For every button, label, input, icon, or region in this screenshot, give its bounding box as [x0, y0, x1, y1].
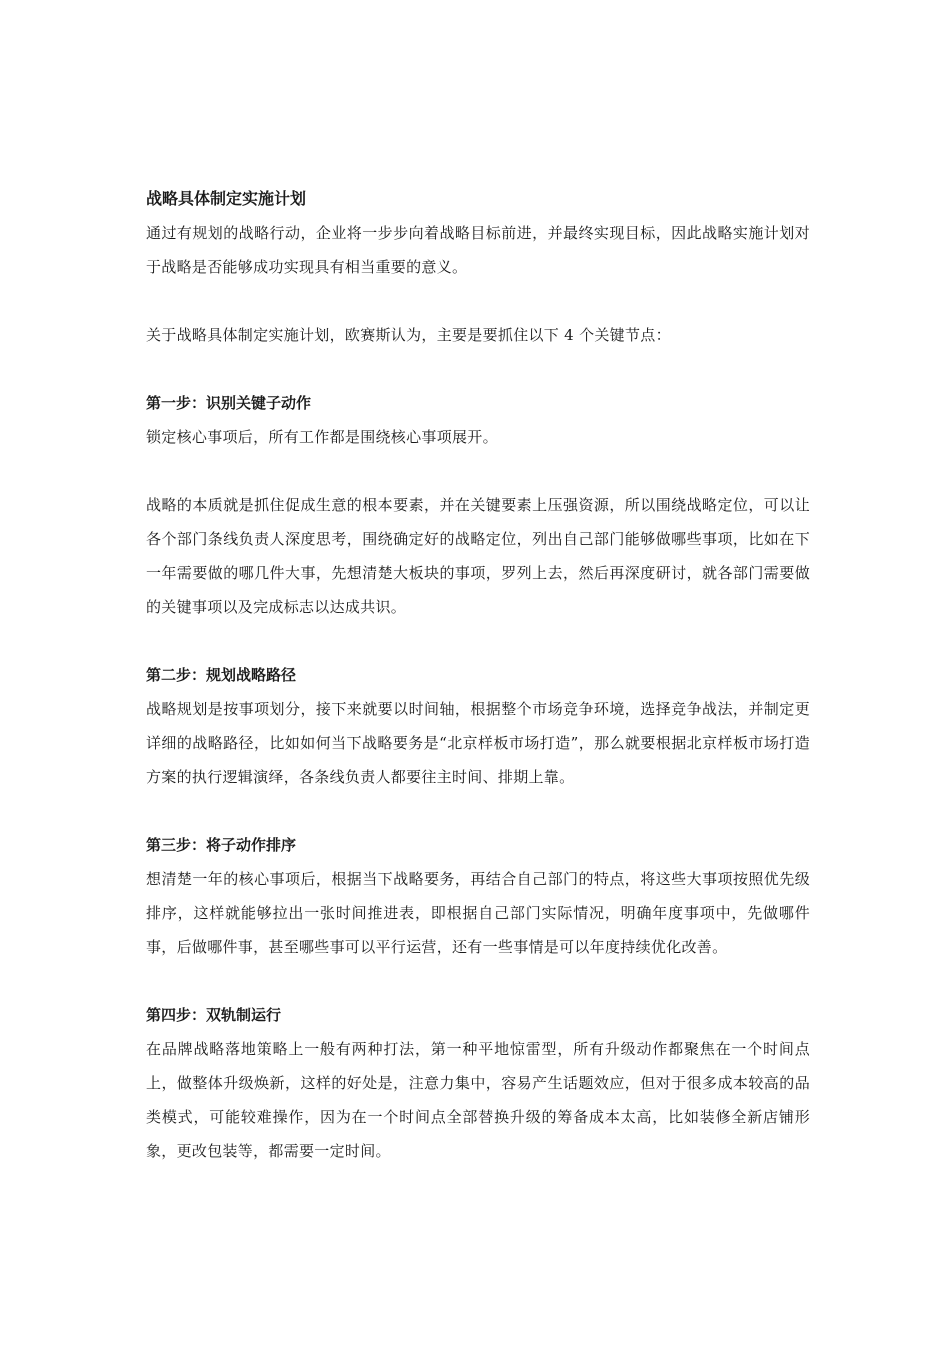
step-4-paragraph-1: 在品牌战略落地策略上一般有两种打法，第一种平地惊雷型，所有升级动作都聚焦在一个时间点上，做整体升级焕新，这样的好处是，注意力集中，容易产生话题效应，但对于很多成本较高的品类模式，可能较难操作，因为在一个时间点全部替换升级的筹备成本太高，比如装修全新店铺形象，更改包装等，都需要一定时间。: [146, 1040, 810, 1160]
spacer: [146, 352, 810, 386]
step-1-paragraph-2: 战略的本质就是抓住促成生意的根本要素，并在关键要素上压强资源，所以围绕战略定位，可以让各个部门条线负责人深度思考，围绕确定好的战略定位，列出自己部门能够做哪些事项，比如在下一年需要做的哪几件大事，先想清楚大板块的事项，罗列上去，然后再深度研讨，就各部门需要做的关键事项以及完成标志以达成共识。: [146, 496, 810, 616]
step-2-heading: 第二步：规划战略路径: [146, 666, 297, 684]
step-2-paragraph-1: 战略规划是按事项划分，接下来就要以时间轴，根据整个市场竞争环境，选择竞争战法，并制定更详细的战略路径，比如如何当下战略要务是“北京样板市场打造”，那么就要根据北京样板市场打造方案的执行逻辑演绎，各条线负责人都要往主时间、排期上靠。: [146, 700, 810, 786]
step-1-paragraph-1: 锁定核心事项后，所有工作都是围绕核心事项展开。: [146, 428, 498, 446]
step-4-heading: 第四步：双轨制运行: [146, 1006, 282, 1024]
spacer: [146, 794, 810, 828]
intro-paragraph: 通过有规划的战略行动，企业将一步步向着战略目标前进，并最终实现目标，因此战略实施计划对于战略是否能够成功实现具有相当重要的意义。: [146, 224, 810, 276]
spacer: [146, 624, 810, 658]
lead-paragraph: 关于战略具体制定实施计划，欧赛斯认为，主要是要抓住以下 4 个关键节点：: [146, 326, 671, 344]
step-3-paragraph-1: 想清楚一年的核心事项后，根据当下战略要务，再结合自己部门的特点，将这些大事项按照优先级排序，这样就能够拉出一张时间推进表，即根据自己部门实际情况，明确年度事项中，先做哪件事，后做哪件事，甚至哪些事可以平行运营，还有一些事情是可以年度持续优化改善。: [146, 870, 810, 956]
document-title: 战略具体制定实施计划: [146, 189, 307, 208]
step-1-heading: 第一步：识别关键子动作: [146, 394, 312, 412]
spacer: [146, 964, 810, 998]
document-page: [146, 182, 810, 1168]
step-3-heading: 第三步：将子动作排序: [146, 836, 297, 854]
spacer: [146, 454, 810, 488]
spacer: [146, 284, 810, 318]
